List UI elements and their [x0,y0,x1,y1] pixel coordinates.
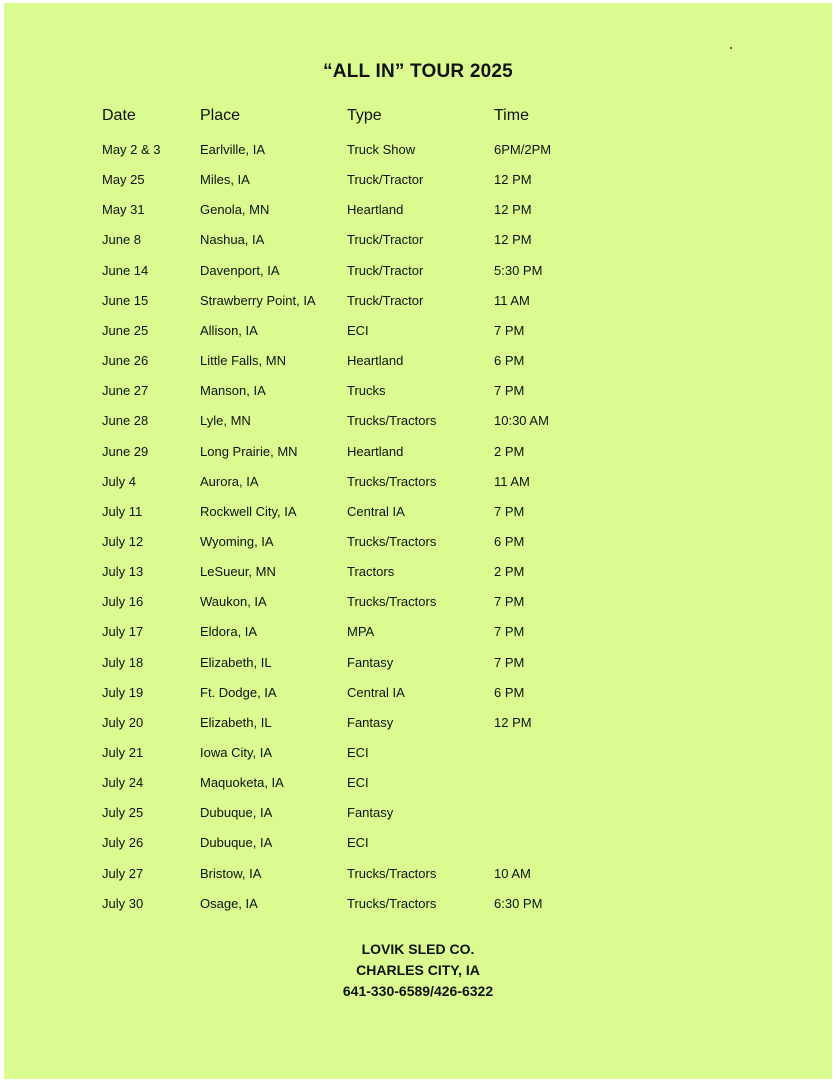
event-type: Truck/Tractor [347,232,424,248]
event-place: Earlville, IA [200,142,266,157]
table-row [4,745,832,765]
table-row [4,263,832,283]
event-type: Central IA [347,684,405,700]
event-time: 10 AM [494,865,531,881]
table-row [4,444,832,464]
event-time: 7 PM [494,503,525,519]
event-place: LeSueur, MN [200,564,276,580]
event-type: Trucks/Tractors [347,473,437,489]
event-type: ECI [347,775,369,791]
event-place: Rockwell City, IA [200,503,297,519]
event-type: Fantasy [347,714,394,730]
event-date: July 18 [102,654,144,670]
table-row [4,775,832,795]
event-time: 10:30 AM [494,413,549,429]
event-place: Davenport, IA [200,262,280,278]
table-row [4,805,832,825]
event-time: 5:30 PM [494,262,543,278]
tour-title: “ALL IN” TOUR 2025 [323,61,513,82]
event-place: Elizabeth, IL [200,714,272,730]
event-date: July 11 [102,503,143,519]
company-name: LOVIK SLED CO. [361,941,475,957]
table-row [4,655,832,675]
event-time: 6 PM [494,684,525,700]
event-type: ECI [347,322,369,338]
flyer-sheet [4,3,832,1079]
event-type: Trucks/Tractors [347,534,437,549]
event-date: July 24 [102,775,144,791]
table-row [4,866,832,886]
event-date: July 19 [102,684,144,700]
event-type: Truck/Tractor [347,172,424,188]
event-place: Long Prairie, MN [200,443,298,459]
table-row [4,202,832,222]
event-place: Dubuque, IA [200,805,273,821]
event-place: Lyle, MN [200,413,251,429]
event-type: Trucks/Tractors [347,895,437,911]
table-row [4,172,832,192]
event-type: Trucks/Tractors [347,594,437,610]
event-type: Tractors [347,564,395,580]
event-time: 7 PM [494,624,525,640]
event-type: Central IA [347,503,405,519]
event-time: 6 PM [494,534,525,549]
event-place: Elizabeth, IL [200,654,272,670]
event-type: ECI [347,835,369,851]
column-header-type: Type [347,107,382,124]
event-type: Truck/Tractor [347,262,424,278]
event-date: June 15 [102,292,149,308]
event-type: Trucks/Tractors [347,413,437,429]
event-time: 12 PM [494,714,532,730]
event-type: ECI [347,745,369,760]
event-place: Aurora, IA [200,473,259,489]
event-time: 6:30 PM [494,895,543,911]
event-date: June 29 [102,443,149,459]
event-time: 6 PM [494,353,525,368]
event-type: Fantasy [347,805,394,821]
event-date: July 16 [102,594,144,610]
event-type: Heartland [347,202,404,218]
event-place: Iowa City, IA [200,745,273,760]
event-time: 6PM/2PM [494,142,552,157]
event-time: 12 PM [494,232,532,248]
table-row [4,896,832,916]
event-date: June 26 [102,353,149,368]
event-date: July 20 [102,714,144,730]
table-row [4,232,832,252]
table-row [4,594,832,614]
event-place: Nashua, IA [200,232,265,248]
event-place: Manson, IA [200,383,266,399]
column-header-place: Place [200,107,241,124]
event-place: Maquoketa, IA [200,775,284,791]
event-place: Little Falls, MN [200,353,286,368]
table-row [4,835,832,855]
table-row [4,293,832,313]
company-phone: 641-330-6589/426-6322 [342,983,494,999]
event-time: 7 PM [494,654,525,670]
table-row [4,413,832,433]
event-date: May 31 [102,202,145,218]
event-place: Ft. Dodge, IA [200,684,277,700]
event-date: June 27 [102,383,149,399]
event-type: Truck/Tractor [347,292,424,308]
event-place: Bristow, IA [200,865,262,881]
table-row [4,715,832,735]
event-date: July 13 [102,564,144,580]
event-type: Heartland [347,443,404,459]
event-place: Eldora, IA [200,624,258,640]
event-place: Dubuque, IA [200,835,273,851]
event-date: July 21 [102,745,144,760]
table-row [4,624,832,644]
table-row [4,142,832,162]
event-time: 7 PM [494,383,525,399]
event-type: Truck Show [347,142,416,157]
table-row [4,474,832,494]
event-date: July 26 [102,835,144,851]
event-place: Allison, IA [200,322,258,338]
event-time: 2 PM [494,564,525,580]
event-time: 11 AM [494,292,530,308]
event-place: Osage, IA [200,895,258,911]
schedule-table [4,3,832,1079]
event-time: 12 PM [494,202,532,218]
event-time: 7 PM [494,594,525,610]
event-time: 7 PM [494,322,525,338]
event-place: Waukon, IA [200,594,267,610]
table-row [4,504,832,524]
event-type: Fantasy [347,654,394,670]
event-date: June 28 [102,413,149,429]
company-city: CHARLES CITY, IA [356,962,480,978]
column-header-date: Date [102,107,136,124]
event-type: MPA [347,624,375,640]
event-date: July 4 [102,473,136,489]
event-type: Trucks/Tractors [347,865,437,881]
event-date: June 25 [102,322,149,338]
event-type: Heartland [347,353,404,368]
event-place: Strawberry Point, IA [200,292,316,308]
event-time: 12 PM [494,172,532,188]
event-time: 2 PM [494,443,525,459]
event-place: Wyoming, IA [200,534,274,549]
table-row [4,353,832,373]
column-header-time: Time [494,107,529,124]
table-row [4,534,832,554]
table-row [4,383,832,403]
event-date: July 25 [102,805,144,821]
contact-footer [4,939,832,1002]
event-time: 11 AM [494,473,530,489]
table-row [4,685,832,705]
event-date: July 27 [102,865,144,881]
event-type: Trucks [347,383,386,399]
event-date: June 14 [102,262,149,278]
table-row [4,564,832,584]
table-row [4,323,832,343]
event-place: Genola, MN [200,202,270,218]
event-date: May 2 & 3 [102,142,161,157]
event-date: July 30 [102,895,144,911]
event-place: Miles, IA [200,172,250,188]
event-date: June 8 [102,232,142,248]
event-date: July 17 [102,624,144,640]
event-date: July 12 [102,534,144,549]
event-date: May 25 [102,172,145,188]
